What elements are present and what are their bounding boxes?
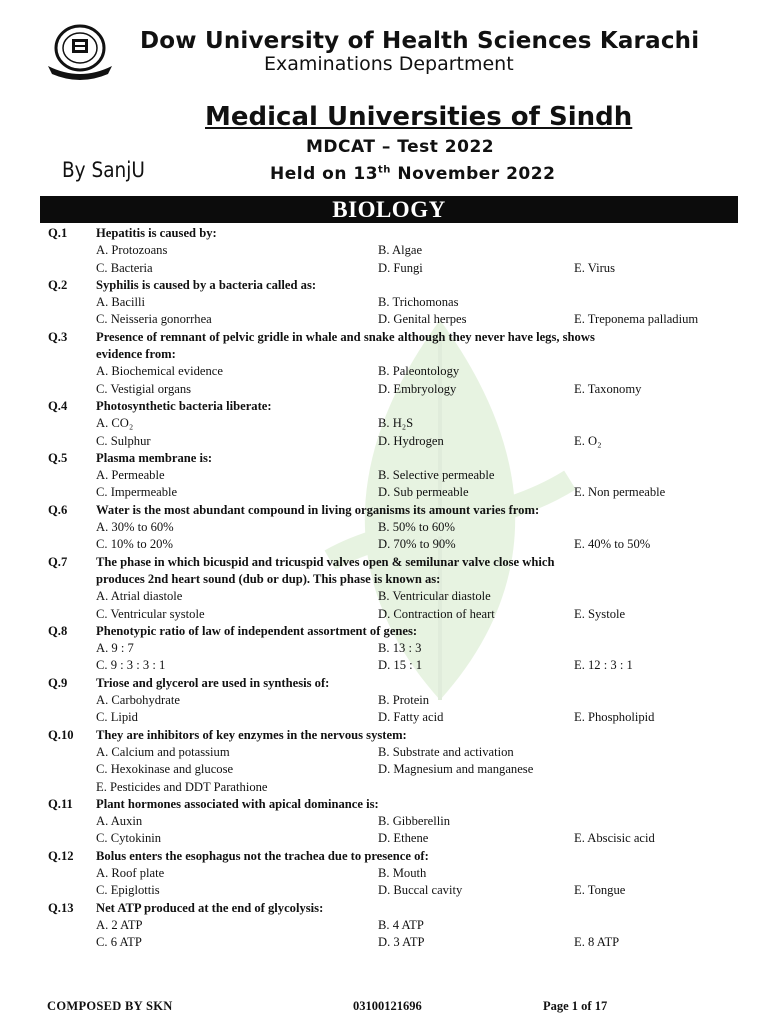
section-header: BIOLOGY [40,196,738,223]
question-number: Q.12 [48,848,74,863]
option-row [0,693,768,710]
answer-option: A. Atrial diastole [96,589,183,604]
answer-option: A. 30% to 60% [96,520,174,535]
question-number: Q.13 [48,900,74,915]
answer-option: C. Cytokinin [96,831,162,846]
answer-option: E. Non permeable [574,485,666,500]
question-number: Q.11 [48,796,73,811]
question-line [0,676,768,693]
held-on-date [270,164,555,184]
answer-option: B. Selective permeable [378,468,495,483]
question-line [0,728,768,745]
question-line [0,503,768,520]
question-text: Syphilis is caused by a bacteria called as: [96,277,317,292]
footer-page-number: Page 1 of 17 [543,999,608,1013]
answer-option: E. 12 : 3 : 1 [574,658,633,673]
question-text: Phenotypic ratio of law of independent assortment of genes: [96,623,418,638]
question-line [0,849,768,866]
answer-option: D. Magnesium and manganese [378,762,534,777]
answer-option: A. Carbohydrate [96,693,180,708]
answer-option: B. 4 ATP [378,917,424,932]
question-line [0,330,768,347]
option-row [0,537,768,554]
answer-option: C. Hexokinase and glucose [96,762,234,777]
answer-option: A. 2 ATP [96,917,143,932]
question-line [0,399,768,416]
question-number: Q.7 [48,554,68,569]
option-row [0,607,768,624]
university-name: Dow University of Health Sciences Karachi [140,28,700,54]
answer-option: D. Contraction of heart [378,606,495,621]
option-row [0,243,768,260]
option-row [0,866,768,883]
question-line [0,451,768,468]
question-text: Triose and glycerol are used in synthesis of: [96,675,330,690]
held-on-ordinal: th [378,164,391,176]
answer-option: A. 9 : 7 [96,641,134,656]
answer-option: C. Ventricular systole [96,606,205,621]
answer-option: E. Tongue [574,883,626,898]
answer-option: A. Bacilli [96,295,145,310]
answer-option: A. Protozoans [96,243,168,258]
answer-option: D. Genital herpes [378,312,467,327]
answer-option: A. Biochemical evidence [96,364,223,379]
answer-option: B. Protein [378,693,430,708]
answer-option: E. Systole [574,606,626,621]
answer-option: D. Sub permeable [378,485,469,500]
answer-option: E. Treponema palladium [574,312,699,327]
department-name: Examinations Department [264,53,514,75]
answer-option: C. 6 ATP [96,935,142,950]
option-row [0,312,768,329]
page-title: Medical Universities of Sindh [205,102,633,132]
answer-option: D. Embryology [378,381,457,396]
option-row [0,780,768,797]
held-on-suffix: November 2022 [390,164,556,184]
question-text: They are inhibitors of key enzymes in the nervous system: [96,727,407,742]
question-text: Photosynthetic bacteria liberate: [96,398,272,413]
answer-option: B. Mouth [378,865,427,880]
answer-option: C. Neisseria gonorrhea [96,312,212,327]
answer-option: E. Pesticides and DDT Parathione [96,779,268,794]
held-on-prefix: Held on 13 [270,164,379,184]
question-number: Q.10 [48,727,74,742]
question-number: Q.3 [48,329,68,344]
option-row [0,468,768,485]
answer-option: B. Substrate and activation [378,744,514,759]
answer-option: B. Trichomonas [378,295,459,310]
question-text: The phase in which bicuspid and tricuspid valves open & semilunar valve close which [96,554,555,569]
option-row [0,364,768,381]
answer-option: C. Lipid [96,710,138,725]
option-row [0,935,768,952]
question-line [0,347,768,364]
question-line [0,226,768,243]
question-text: Plant hormones associated with apical dominance is: [96,796,379,811]
answer-option: B. 13 : 3 [378,641,422,656]
option-row [0,883,768,900]
option-row [0,641,768,658]
question-text: produces 2nd heart sound (dub or dup). This phase is known as: [96,571,441,586]
question-text: Water is the most abundant compound in living organisms its amount varies from: [96,502,540,517]
answer-option: A. Auxin [96,814,143,829]
question-number: Q.9 [48,675,68,690]
option-row [0,710,768,727]
answer-option: D. Buccal cavity [378,883,463,898]
answer-option: A. CO₂ [96,416,134,431]
answer-option: A. Roof plate [96,865,165,880]
footer-composer: COMPOSED BY SKN [47,999,173,1013]
question-number: Q.8 [48,623,68,638]
question-number: Q.1 [48,226,68,240]
question-number: Q.5 [48,450,68,465]
answer-option: E. 8 ATP [574,935,620,950]
answer-option: D. Ethene [378,831,429,846]
test-name: MDCAT – Test 2022 [306,137,495,157]
option-row [0,416,768,433]
option-row [0,762,768,779]
answer-option: C. Impermeable [96,485,178,500]
option-row [0,814,768,831]
option-row [0,831,768,848]
answer-option: C. Bacteria [96,260,153,275]
answer-option: E. 40% to 50% [574,537,651,552]
option-row [0,918,768,935]
footer-phone: 03100121696 [353,999,422,1013]
question-number: Q.6 [48,502,68,517]
answer-option: B. Gibberellin [378,814,451,829]
answer-option: A. Calcium and potassium [96,744,230,759]
answer-option: D. Hydrogen [378,433,444,448]
option-row [0,485,768,502]
answer-option: B. 50% to 60% [378,520,455,535]
answer-option: D. 3 ATP [378,935,425,950]
option-row [0,295,768,312]
answer-option: E. Abscisic acid [574,831,655,846]
question-line [0,797,768,814]
answer-option: E. Phospholipid [574,710,655,725]
answer-option: C. Vestigial organs [96,381,192,396]
answer-option: D. 70% to 90% [378,537,456,552]
answer-option: E. Virus [574,260,615,275]
question-text: Net ATP produced at the end of glycolysis: [96,900,324,915]
question-list [0,226,768,952]
answer-option: C. 9 : 3 : 3 : 1 [96,658,166,673]
answer-option: B. Algae [378,243,423,258]
question-text: Bolus enters the esophagus not the trachea due to presence of: [96,848,429,863]
question-line [0,278,768,295]
option-row [0,745,768,762]
answer-option: E. Taxonomy [574,381,642,396]
answer-option: C. Sulphur [96,433,151,448]
university-logo-icon [42,22,118,80]
question-line [0,624,768,641]
author-line: By SanjU [62,158,145,182]
option-row [0,261,768,278]
question-number: Q.4 [48,398,68,413]
answer-option: D. Fungi [378,260,423,275]
option-row [0,589,768,606]
answer-option: C. Epiglottis [96,883,160,898]
option-row [0,520,768,537]
answer-option: D. 15 : 1 [378,658,423,673]
answer-option: C. 10% to 20% [96,537,173,552]
question-text: Presence of remnant of pelvic gridle in whale and snake although they never have legs, shows [96,329,595,344]
option-row [0,382,768,399]
answer-option: B. Ventricular diastole [378,589,491,604]
option-row [0,658,768,675]
answer-option: B. Paleontology [378,364,460,379]
question-line [0,572,768,589]
question-number: Q.2 [48,277,68,292]
answer-option: A. Permeable [96,468,165,483]
answer-option: E. O₂ [574,433,602,448]
answer-option: B. H₂S [378,416,414,431]
question-text: Plasma membrane is: [96,450,213,465]
question-text: Hepatitis is caused by: [96,226,217,240]
option-row [0,434,768,451]
answer-option: D. Fatty acid [378,710,444,725]
question-line [0,555,768,572]
question-text: evidence from: [96,347,176,362]
question-line [0,901,768,918]
